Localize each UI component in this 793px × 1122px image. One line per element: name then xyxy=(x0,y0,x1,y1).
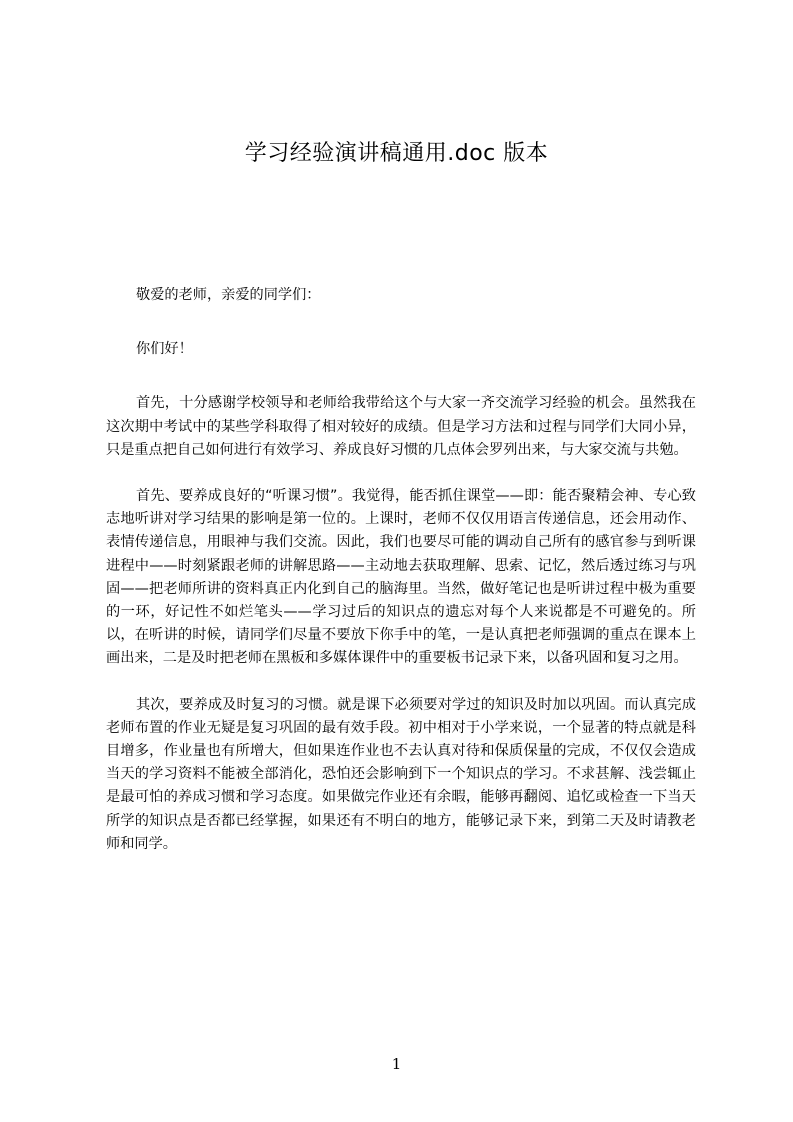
greeting: 你们好！ xyxy=(136,341,193,358)
document-title: 学习经验演讲稿通用.doc 版本 xyxy=(244,141,549,166)
paragraph: 首先，十分感谢学校领导和老师给我带给这个与大家一齐交流学习经验的机会。虽然我在这次期中考试中的某些学科取得了相对较好的成绩。但是学习方法和过程与同学们大同小异，只是重点把自己如何进行有效学习、养成良好习惯的几点体会罗列出来，与大家交流与共勉。 xyxy=(106,395,696,458)
salutation: 敬爱的老师，亲爱的同学们： xyxy=(136,287,321,303)
paragraph: 其次，要养成及时复习的习惯。就是课下必须要对学过的知识及时加以巩固。而认真完成老师布置的作业无疑是复习巩固的最有效手段。初中相对于小学来说，一个显著的特点就是科目增多，作业量也有所增大，但如果连作业也不去认真对待和保质保量的完成，不仅仅会造成当天的学习资料不能被全部消化，恐怕还会影响到下一个知识点的学习。不求甚解、浅尝辄止是最可怕的养成习惯和学习态度。如果做完作业还有余暇，能够再翻阅、追忆或检查一下当天所学的知识点是否都已经掌握，如果还有不明白的地方，能够记录下来，到第二天及时请教老师和同学。 xyxy=(106,696,696,852)
page-number: 1 xyxy=(391,1055,402,1073)
paragraph: 首先、要养成良好的“听课习惯”。我觉得，能否抓住课堂——即：能否聚精会神、专心致志地听讲对学习结果的影响是第一位的。上课时，老师不仅仅用语言传递信息，还会用动作、表情传递信息，用眼神与我们交流。因此，我们也要尽可能的调动自己所有的感官参与到听课进程中——时刻紧跟老师的讲解思路——主动地去获取理解、思索、记忆，然后透过练习与巩固——把老师所讲的资料真正内化到自己的脑海里。当然，做好笔记也是听讲过程中极为重要的一环，好记性不如烂笔头——学习过后的知识点的遗忘对每个人来说都是不可避免的。所以，在听讲的时候，请同学们尽量不要放下你手中的笔，一是认真把老师强调的重点在课本上画出来，二是及时把老师在黑板和多媒体课件中的重要板书记录下来，以备巩固和复习之用。 xyxy=(106,488,696,667)
document-body xyxy=(106,284,696,856)
